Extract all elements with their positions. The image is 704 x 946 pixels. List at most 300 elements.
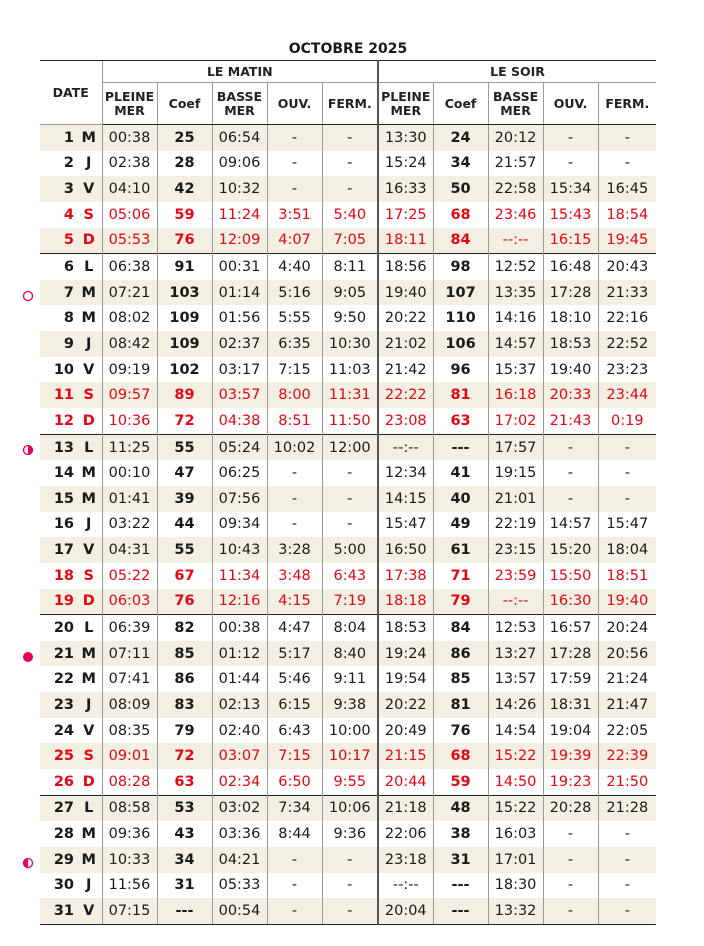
day-number: 28 <box>53 826 74 843</box>
morning-opening: 7:15 <box>267 743 322 769</box>
day-letter: M <box>76 486 102 512</box>
evening-opening: 18:53 <box>543 331 598 357</box>
day-letter: V <box>76 176 102 202</box>
morning-coef: 47 <box>157 460 212 486</box>
morning-coef: 55 <box>157 537 212 563</box>
evening-low-tide: 21:57 <box>488 151 543 177</box>
day-number: 4 <box>63 206 74 223</box>
date-header: DATE <box>40 61 102 125</box>
morning-coef: 89 <box>157 382 212 408</box>
evening-low-tide: 12:52 <box>488 254 543 280</box>
evening-closing: 21:50 <box>598 769 656 795</box>
evening-coef: 40 <box>433 486 488 512</box>
evening-low-tide: 15:37 <box>488 357 543 383</box>
evening-closing: - <box>598 847 656 873</box>
tide-table-body <box>40 125 656 925</box>
evening-coef: 49 <box>433 512 488 538</box>
morning-high-tide: 09:57 <box>102 382 157 408</box>
morning-closing: 9:05 <box>322 280 378 306</box>
morning-opening: 4:07 <box>267 228 322 254</box>
day-letter: M <box>81 465 96 482</box>
day-number: 17 <box>40 537 76 563</box>
morning-closing: 11:50 <box>322 408 378 434</box>
morning-high-tide: 06:39 <box>102 615 157 641</box>
evening-coef: 110 <box>433 305 488 331</box>
evening-coef: 81 <box>433 382 488 408</box>
evening-low-tide: 12:53 <box>488 615 543 641</box>
evening-high-tide: 21:42 <box>378 357 433 383</box>
morning-coef: --- <box>157 898 212 924</box>
morning-low-tide: 03:17 <box>212 357 267 383</box>
day-number: 19 <box>40 589 76 615</box>
morning-high-tide: 05:06 <box>102 202 157 228</box>
table-row <box>40 254 656 280</box>
morning-closing: 10:06 <box>322 795 378 821</box>
morning-closing: - <box>322 125 378 151</box>
evening-high-tide: 20:22 <box>378 305 433 331</box>
evening-opening: - <box>543 486 598 512</box>
morning-coef: 42 <box>157 176 212 202</box>
evening-closing: 18:51 <box>598 563 656 589</box>
morning-opening: - <box>267 512 322 538</box>
morning-closing: 9:11 <box>322 666 378 692</box>
evening-closing: - <box>598 821 656 847</box>
morning-low-tide: 00:38 <box>212 615 267 641</box>
evening-low-tide: 19:15 <box>488 460 543 486</box>
day-number: 30 <box>53 877 74 894</box>
evening-coef: --- <box>433 434 488 460</box>
evening-closing: 21:28 <box>598 795 656 821</box>
evening-low-tide: 14:16 <box>488 305 543 331</box>
evening-high-tide: 20:04 <box>378 898 433 924</box>
evening-high-tide: 15:47 <box>378 512 433 538</box>
morning-low-tide: 05:33 <box>212 873 267 899</box>
table-row <box>40 589 656 615</box>
morning-high-tide: 10:36 <box>102 408 157 434</box>
morning-high-tide: 09:01 <box>102 743 157 769</box>
morning-low-tide: 06:25 <box>212 460 267 486</box>
day-number: 5 <box>40 228 76 254</box>
morning-opening: 8:00 <box>267 382 322 408</box>
morning-opening: - <box>267 176 322 202</box>
morning-opening: 6:35 <box>267 331 322 357</box>
day-letter: V <box>76 898 102 924</box>
last-quarter-moon-icon <box>22 854 34 866</box>
evening-low-tide: 15:22 <box>488 743 543 769</box>
morning-closing: - <box>322 898 378 924</box>
morning-high-tide: 08:42 <box>102 331 157 357</box>
evening-opening: - <box>543 898 598 924</box>
morning-high-tide: 08:58 <box>102 795 157 821</box>
day-number: 27 <box>40 795 76 821</box>
high-tide-header: PLEINE MER <box>102 83 157 125</box>
evening-high-tide: 19:40 <box>378 280 433 306</box>
evening-high-tide: 13:30 <box>378 125 433 151</box>
day-letter: D <box>76 589 102 615</box>
evening-low-tide: 23:46 <box>488 202 543 228</box>
evening-high-tide: 18:56 <box>378 254 433 280</box>
evening-closing: - <box>598 434 656 460</box>
day-number: 25 <box>40 743 76 769</box>
morning-coef: 28 <box>157 151 212 177</box>
morning-opening: 5:17 <box>267 641 322 667</box>
evening-high-tide: 16:50 <box>378 537 433 563</box>
evening-low-tide: 14:57 <box>488 331 543 357</box>
morning-coef: 76 <box>157 228 212 254</box>
evening-low-tide: 22:19 <box>488 512 543 538</box>
table-row <box>40 382 656 408</box>
table-row <box>40 743 656 769</box>
morning-low-tide: 03:57 <box>212 382 267 408</box>
morning-low-tide: 12:09 <box>212 228 267 254</box>
evening-opening: 17:28 <box>543 641 598 667</box>
day-letter: M <box>81 671 96 688</box>
day-number: 20 <box>40 615 76 641</box>
evening-closing: 18:54 <box>598 202 656 228</box>
tide-table <box>40 60 656 925</box>
morning-closing: 10:17 <box>322 743 378 769</box>
morning-coef: 31 <box>157 873 212 899</box>
day-number: 22 <box>53 671 74 688</box>
day-letter: D <box>82 412 95 429</box>
evening-coef: 81 <box>433 692 488 718</box>
evening-low-tide: --:-- <box>488 228 543 254</box>
evening-high-tide: 21:15 <box>378 743 433 769</box>
morning-low-tide: 04:21 <box>212 847 267 873</box>
day-letter: L <box>76 254 102 280</box>
morning-low-tide: 01:12 <box>212 641 267 667</box>
evening-opening: 17:28 <box>543 280 598 306</box>
morning-closing: 5:40 <box>322 202 378 228</box>
morning-opening: 4:15 <box>267 589 322 615</box>
morning-closing: 9:38 <box>322 692 378 718</box>
day-letter: L <box>76 615 102 641</box>
day-number: 13 <box>40 434 76 460</box>
day-number: 21 <box>40 641 76 667</box>
evening-coef: 96 <box>433 357 488 383</box>
evening-high-tide: 18:11 <box>378 228 433 254</box>
day-letter: J <box>86 516 92 533</box>
morning-coef: 53 <box>157 795 212 821</box>
day-letter: S <box>76 743 102 769</box>
evening-opening: - <box>543 873 598 899</box>
morning-closing: 8:40 <box>322 641 378 667</box>
evening-low-tide: 17:57 <box>488 434 543 460</box>
evening-low-tide: --:-- <box>488 589 543 615</box>
day-letter: M <box>76 847 102 873</box>
day-letter: D <box>76 228 102 254</box>
morning-low-tide: 03:02 <box>212 795 267 821</box>
evening-opening: 20:33 <box>543 382 598 408</box>
morning-closing: - <box>322 151 378 177</box>
morning-closing: 9:55 <box>322 769 378 795</box>
morning-low-tide: 05:24 <box>212 434 267 460</box>
morning-low-tide: 00:31 <box>212 254 267 280</box>
evening-closing: 19:40 <box>598 589 656 615</box>
morning-high-tide: 06:38 <box>102 254 157 280</box>
evening-coef: 24 <box>433 125 488 151</box>
first-quarter-moon-icon <box>22 441 34 453</box>
evening-low-tide: 16:03 <box>488 821 543 847</box>
morning-high-tide: 11:25 <box>102 434 157 460</box>
morning-closing: 11:03 <box>322 357 378 383</box>
day-letter: M <box>81 826 96 843</box>
day-number: 18 <box>53 567 74 584</box>
morning-high-tide: 00:38 <box>102 125 157 151</box>
evening-opening: 20:28 <box>543 795 598 821</box>
morning-coef: 34 <box>157 847 212 873</box>
morning-opening: 5:16 <box>267 280 322 306</box>
evening-low-tide: 17:02 <box>488 408 543 434</box>
evening-high-tide: 19:24 <box>378 641 433 667</box>
day-number: 12 <box>53 412 74 429</box>
day-letter: S <box>83 567 94 584</box>
morning-coef: 67 <box>157 563 212 589</box>
day-number: 11 <box>40 382 76 408</box>
evening-closing: 22:05 <box>598 718 656 744</box>
morning-coef: 86 <box>157 666 212 692</box>
evening-high-tide: 22:06 <box>378 821 433 847</box>
morning-high-tide: 05:22 <box>102 563 157 589</box>
evening-closing: 21:47 <box>598 692 656 718</box>
evening-high-tide: 21:18 <box>378 795 433 821</box>
morning-low-tide: 09:06 <box>212 151 267 177</box>
morning-high-tide: 02:38 <box>102 151 157 177</box>
evening-coef: 76 <box>433 718 488 744</box>
morning-coef: 109 <box>157 305 212 331</box>
evening-high-tide: 21:02 <box>378 331 433 357</box>
table-row <box>40 228 656 254</box>
morning-opening: 7:15 <box>267 357 322 383</box>
morning-low-tide: 01:56 <box>212 305 267 331</box>
morning-closing: - <box>322 176 378 202</box>
evening-opening: - <box>543 434 598 460</box>
morning-opening: 6:50 <box>267 769 322 795</box>
table-row <box>40 563 656 589</box>
morning-low-tide: 12:16 <box>212 589 267 615</box>
morning-closing: 7:19 <box>322 589 378 615</box>
morning-high-tide: 07:11 <box>102 641 157 667</box>
evening-high-tide: 20:49 <box>378 718 433 744</box>
evening-opening: 18:10 <box>543 305 598 331</box>
morning-low-tide: 02:37 <box>212 331 267 357</box>
morning-coef: 109 <box>157 331 212 357</box>
morning-low-tide: 07:56 <box>212 486 267 512</box>
evening-closing: 21:24 <box>598 666 656 692</box>
day-letter: M <box>76 641 102 667</box>
evening-closing: 20:43 <box>598 254 656 280</box>
evening-opening: - <box>543 847 598 873</box>
evening-coef: 31 <box>433 847 488 873</box>
evening-closing: - <box>598 486 656 512</box>
morning-high-tide: 09:19 <box>102 357 157 383</box>
morning-closing: 9:36 <box>322 821 378 847</box>
evening-opening: 15:50 <box>543 563 598 589</box>
morning-coef: 82 <box>157 615 212 641</box>
evening-high-tide: 15:24 <box>378 151 433 177</box>
evening-coef: 59 <box>433 769 488 795</box>
morning-opening: 6:15 <box>267 692 322 718</box>
morning-opening: 5:55 <box>267 305 322 331</box>
morning-high-tide: 08:28 <box>102 769 157 795</box>
day-letter: S <box>83 206 94 223</box>
morning-high-tide: 07:41 <box>102 666 157 692</box>
morning-coef: 55 <box>157 434 212 460</box>
evening-low-tide: 14:54 <box>488 718 543 744</box>
evening-opening: 19:04 <box>543 718 598 744</box>
day-number: 15 <box>40 486 76 512</box>
table-row <box>40 202 656 228</box>
table-row <box>40 357 656 383</box>
day-letter: S <box>76 382 102 408</box>
morning-high-tide: 11:56 <box>102 873 157 899</box>
evening-closing: - <box>598 125 656 151</box>
evening-high-tide: --:-- <box>378 873 433 899</box>
morning-low-tide: 03:36 <box>212 821 267 847</box>
morning-opening: 4:47 <box>267 615 322 641</box>
evening-opening: 19:40 <box>543 357 598 383</box>
table-row <box>40 537 656 563</box>
evening-low-tide: 17:01 <box>488 847 543 873</box>
coef-header: Coef <box>433 83 488 125</box>
evening-low-tide: 23:59 <box>488 563 543 589</box>
evening-closing: 19:45 <box>598 228 656 254</box>
table-row <box>40 692 656 718</box>
evening-low-tide: 22:58 <box>488 176 543 202</box>
evening-coef: 50 <box>433 176 488 202</box>
morning-high-tide: 07:15 <box>102 898 157 924</box>
evening-coef: 85 <box>433 666 488 692</box>
table-row <box>40 795 656 821</box>
evening-high-tide: 22:22 <box>378 382 433 408</box>
evening-opening: 19:39 <box>543 743 598 769</box>
day-number: 31 <box>40 898 76 924</box>
morning-coef: 83 <box>157 692 212 718</box>
evening-coef: 68 <box>433 202 488 228</box>
morning-low-tide: 10:32 <box>212 176 267 202</box>
day-number: 1 <box>40 125 76 151</box>
evening-low-tide: 18:30 <box>488 873 543 899</box>
day-number: 29 <box>40 847 76 873</box>
morning-high-tide: 08:09 <box>102 692 157 718</box>
table-row <box>40 176 656 202</box>
morning-closing: 9:50 <box>322 305 378 331</box>
evening-opening: 18:31 <box>543 692 598 718</box>
evening-opening: 19:23 <box>543 769 598 795</box>
morning-opening: 10:02 <box>267 434 322 460</box>
day-number: 24 <box>53 722 74 739</box>
morning-coef: 79 <box>157 718 212 744</box>
day-number: 23 <box>40 692 76 718</box>
evening-low-tide: 23:15 <box>488 537 543 563</box>
morning-coef: 43 <box>157 821 212 847</box>
morning-low-tide: 02:13 <box>212 692 267 718</box>
morning-opening: 3:28 <box>267 537 322 563</box>
full-moon-filled-icon <box>22 648 34 660</box>
closing-header: FERM. <box>322 83 378 125</box>
evening-closing: 23:44 <box>598 382 656 408</box>
new-moon-outline-icon <box>22 287 34 299</box>
evening-opening: 17:59 <box>543 666 598 692</box>
morning-closing: 7:05 <box>322 228 378 254</box>
evening-low-tide: 13:35 <box>488 280 543 306</box>
evening-closing: 20:56 <box>598 641 656 667</box>
morning-low-tide: 11:34 <box>212 563 267 589</box>
low-tide-header: BASSE MER <box>212 83 267 125</box>
day-letter: J <box>86 877 92 894</box>
morning-high-tide: 01:41 <box>102 486 157 512</box>
evening-opening: 21:43 <box>543 408 598 434</box>
evening-opening: - <box>543 460 598 486</box>
morning-opening: - <box>267 847 322 873</box>
morning-low-tide: 01:44 <box>212 666 267 692</box>
morning-high-tide: 10:33 <box>102 847 157 873</box>
evening-coef: 84 <box>433 615 488 641</box>
evening-low-tide: 13:27 <box>488 641 543 667</box>
evening-coef: 48 <box>433 795 488 821</box>
closing-header: FERM. <box>598 83 656 125</box>
morning-high-tide: 06:03 <box>102 589 157 615</box>
evening-closing: 18:04 <box>598 537 656 563</box>
coef-header: Coef <box>157 83 212 125</box>
evening-closing: 23:23 <box>598 357 656 383</box>
morning-closing: - <box>322 460 378 486</box>
evening-low-tide: 13:32 <box>488 898 543 924</box>
morning-opening: - <box>267 873 322 899</box>
morning-coef: 39 <box>157 486 212 512</box>
morning-coef: 103 <box>157 280 212 306</box>
morning-high-tide: 03:22 <box>102 512 157 538</box>
evening-coef: 107 <box>433 280 488 306</box>
opening-header: OUV. <box>267 83 322 125</box>
morning-opening: 3:48 <box>267 563 322 589</box>
evening-opening: 16:15 <box>543 228 598 254</box>
evening-high-tide: 20:22 <box>378 692 433 718</box>
evening-high-tide: 20:44 <box>378 769 433 795</box>
table-row <box>40 460 656 486</box>
evening-opening: - <box>543 821 598 847</box>
morning-closing: - <box>322 847 378 873</box>
day-number: 16 <box>53 516 74 533</box>
morning-coef: 85 <box>157 641 212 667</box>
table-row <box>40 151 656 177</box>
morning-closing: 6:43 <box>322 563 378 589</box>
evening-coef: 68 <box>433 743 488 769</box>
table-row <box>40 847 656 873</box>
evening-closing: 15:47 <box>598 512 656 538</box>
evening-low-tide: 16:18 <box>488 382 543 408</box>
day-number: 2 <box>63 155 74 172</box>
morning-closing: 10:00 <box>322 718 378 744</box>
morning-coef: 44 <box>157 512 212 538</box>
morning-closing: 5:00 <box>322 537 378 563</box>
morning-closing: - <box>322 873 378 899</box>
morning-coef: 72 <box>157 408 212 434</box>
table-row <box>40 280 656 306</box>
day-letter: L <box>76 795 102 821</box>
morning-coef: 102 <box>157 357 212 383</box>
low-tide-header: BASSE MER <box>488 83 543 125</box>
evening-high-tide: 18:53 <box>378 615 433 641</box>
morning-low-tide: 04:38 <box>212 408 267 434</box>
morning-closing: 8:11 <box>322 254 378 280</box>
morning-low-tide: 02:40 <box>212 718 267 744</box>
table-row <box>40 769 656 795</box>
evening-opening: 16:30 <box>543 589 598 615</box>
day-letter: V <box>83 722 95 739</box>
evening-closing: - <box>598 460 656 486</box>
evening-low-tide: 13:57 <box>488 666 543 692</box>
